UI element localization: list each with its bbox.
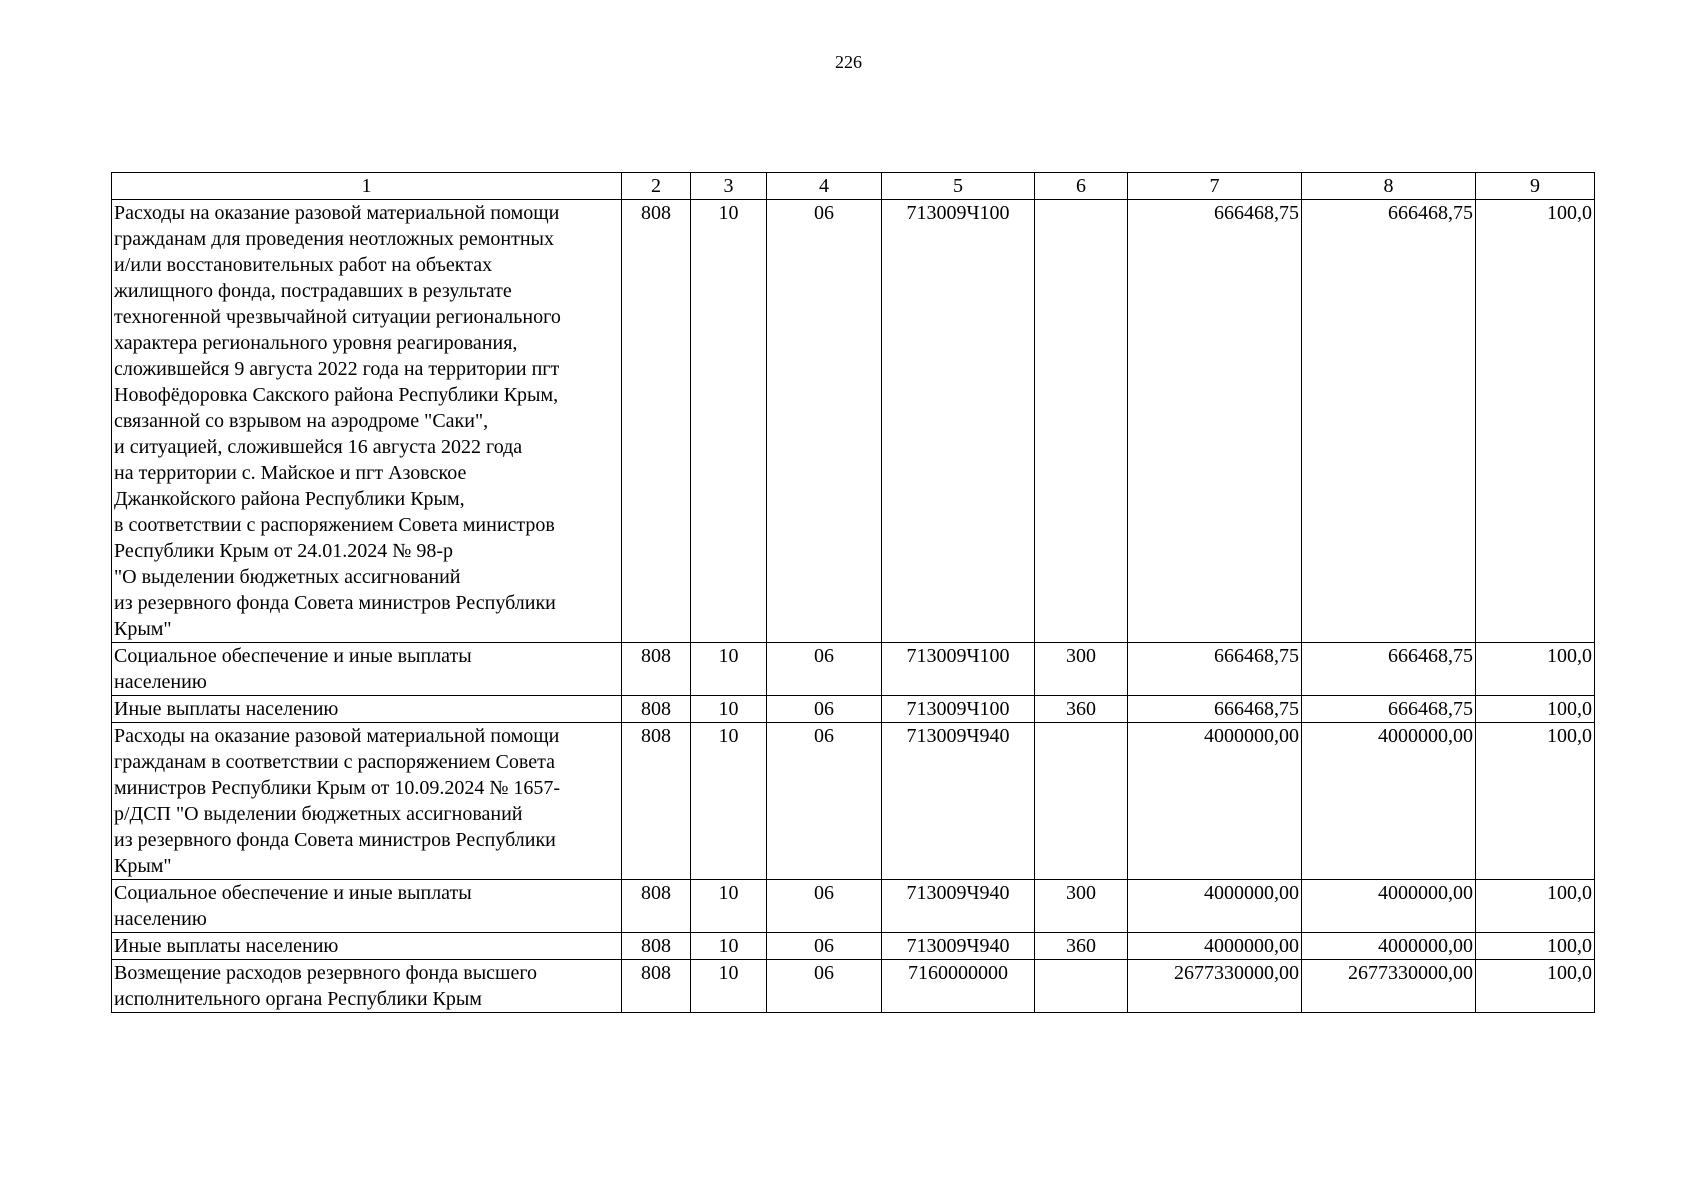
column-header-5: 5 (882, 173, 1035, 200)
cell-execution-percent: 100,0 (1476, 960, 1595, 1013)
cell-planned-amount: 4000000,00 (1128, 880, 1302, 933)
cell-section: 10 (691, 696, 767, 723)
cell-execution-percent: 100,0 (1476, 723, 1595, 880)
row-name: Иные выплаты населению (112, 696, 622, 723)
column-header-1: 1 (112, 173, 622, 200)
cell-subsection: 06 (767, 933, 882, 960)
cell-execution-percent: 100,0 (1476, 643, 1595, 696)
cell-target-article: 713009Ч940 (882, 933, 1035, 960)
cell-target-article: 7160000000 (882, 960, 1035, 1013)
cell-planned-amount: 4000000,00 (1128, 933, 1302, 960)
cell-ministry-code: 808 (622, 696, 691, 723)
cell-section: 10 (691, 960, 767, 1013)
cell-section: 10 (691, 880, 767, 933)
row-name: Социальное обеспечение и иные выплаты населению (112, 880, 622, 933)
table-row (112, 200, 1595, 643)
column-header-3: 3 (691, 173, 767, 200)
cell-section: 10 (691, 643, 767, 696)
row-name: Расходы на оказание разовой материальной помощи гражданам для проведения неотложных ремонтных и/или восстановительных работ на объектах жилищного фонда, пострадавших в результате техногенной чрезвычайной ситуации регионального характера регионального уровня реагирования, сложившейся 9 августа 2022 года на территории пгт Новофёдоровка Сакского района Республики Крым, связанной со взрывом на аэродроме "Саки", и ситуацией, сложившейся 16 августа 2022 года на территории с. Майское и пгт Азовское Джанкойского района Республики Крым, в соответствии с распоряжением Совета министров Республики Крым от 24.01.2024 № 98-р "О выделении бюджетных ассигнований из резервного фонда Совета министров Республики Крым" (112, 200, 622, 643)
cell-ministry-code: 808 (622, 723, 691, 880)
cell-target-article: 713009Ч100 (882, 643, 1035, 696)
column-header-7: 7 (1128, 173, 1302, 200)
cell-ministry-code: 808 (622, 200, 691, 643)
cell-subsection: 06 (767, 696, 882, 723)
row-name: Иные выплаты населению (112, 933, 622, 960)
cell-subsection: 06 (767, 723, 882, 880)
cell-section: 10 (691, 933, 767, 960)
cell-expense-type (1035, 960, 1128, 1013)
table-row (112, 696, 1595, 723)
cell-executed-amount: 2677330000,00 (1302, 960, 1476, 1013)
table-row (112, 723, 1595, 880)
row-name: Расходы на оказание разовой материальной помощи гражданам в соответствии с распоряжением Совета министров Республики Крым от 10.09.2024 № 1657- р/ДСП "О выделении бюджетных ассигнований из резервного фонда Совета министров Республики Крым" (112, 723, 622, 880)
column-header-2: 2 (622, 173, 691, 200)
cell-executed-amount: 666468,75 (1302, 696, 1476, 723)
cell-subsection: 06 (767, 960, 882, 1013)
column-header-4: 4 (767, 173, 882, 200)
cell-section: 10 (691, 723, 767, 880)
row-name: Социальное обеспечение и иные выплаты населению (112, 643, 622, 696)
cell-subsection: 06 (767, 643, 882, 696)
column-header-9: 9 (1476, 173, 1595, 200)
budget-table (111, 172, 1595, 1013)
cell-planned-amount: 666468,75 (1128, 200, 1302, 643)
column-header-6: 6 (1035, 173, 1128, 200)
cell-ministry-code: 808 (622, 643, 691, 696)
table-row (112, 933, 1595, 960)
cell-execution-percent: 100,0 (1476, 696, 1595, 723)
table-row (112, 880, 1595, 933)
cell-executed-amount: 666468,75 (1302, 643, 1476, 696)
cell-target-article: 713009Ч100 (882, 200, 1035, 643)
cell-subsection: 06 (767, 880, 882, 933)
cell-ministry-code: 808 (622, 933, 691, 960)
cell-expense-type (1035, 723, 1128, 880)
cell-expense-type: 360 (1035, 933, 1128, 960)
cell-target-article: 713009Ч100 (882, 696, 1035, 723)
cell-executed-amount: 4000000,00 (1302, 880, 1476, 933)
cell-execution-percent: 100,0 (1476, 880, 1595, 933)
cell-target-article: 713009Ч940 (882, 723, 1035, 880)
cell-ministry-code: 808 (622, 880, 691, 933)
table-row (112, 643, 1595, 696)
cell-executed-amount: 666468,75 (1302, 200, 1476, 643)
cell-planned-amount: 2677330000,00 (1128, 960, 1302, 1013)
cell-expense-type: 360 (1035, 696, 1128, 723)
cell-planned-amount: 666468,75 (1128, 643, 1302, 696)
cell-executed-amount: 4000000,00 (1302, 933, 1476, 960)
cell-execution-percent: 100,0 (1476, 933, 1595, 960)
column-header-8: 8 (1302, 173, 1476, 200)
cell-subsection: 06 (767, 200, 882, 643)
cell-expense-type: 300 (1035, 880, 1128, 933)
row-name: Возмещение расходов резервного фонда высшего исполнительного органа Республики Крым (112, 960, 622, 1013)
cell-section: 10 (691, 200, 767, 643)
cell-expense-type: 300 (1035, 643, 1128, 696)
cell-execution-percent: 100,0 (1476, 200, 1595, 643)
cell-expense-type (1035, 200, 1128, 643)
header-row (112, 173, 1595, 200)
cell-ministry-code: 808 (622, 960, 691, 1013)
page-number: 226 (835, 52, 862, 72)
cell-executed-amount: 4000000,00 (1302, 723, 1476, 880)
cell-planned-amount: 666468,75 (1128, 696, 1302, 723)
cell-target-article: 713009Ч940 (882, 880, 1035, 933)
cell-planned-amount: 4000000,00 (1128, 723, 1302, 880)
table-row (112, 960, 1595, 1013)
